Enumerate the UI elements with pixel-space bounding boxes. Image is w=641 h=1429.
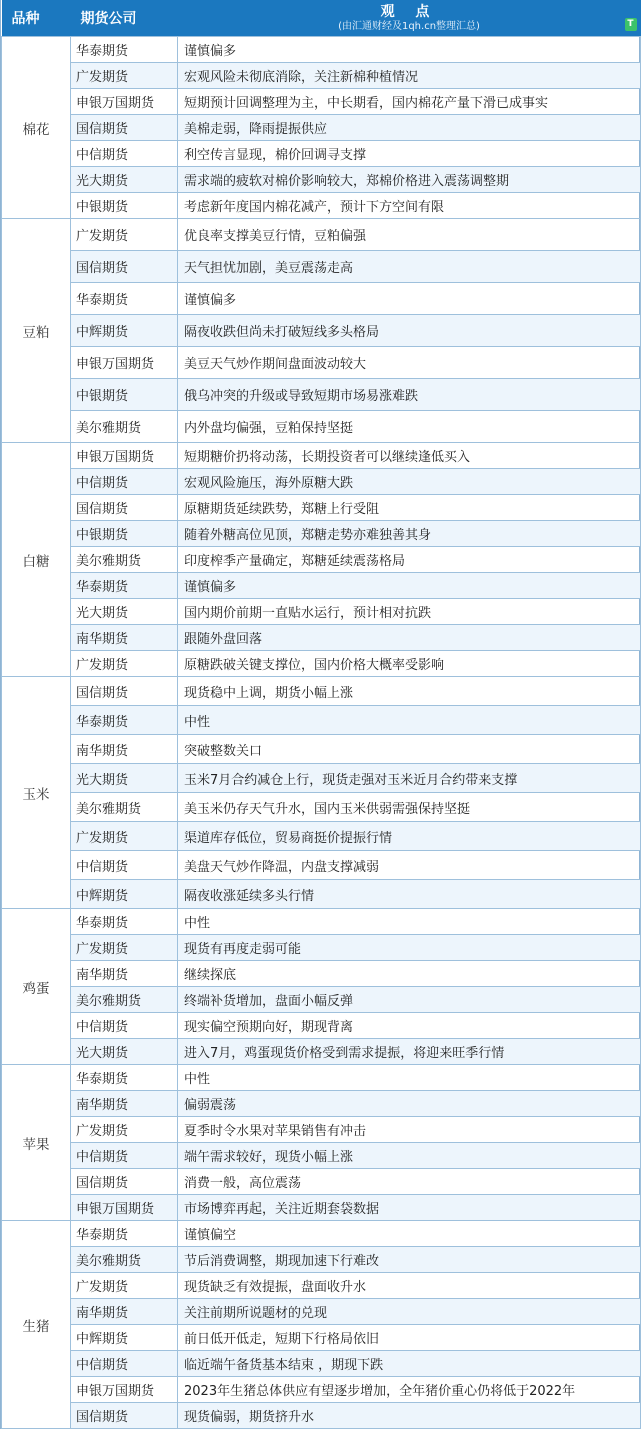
view-cell: 随着外糖高位见顶，郑糖走势亦难独善其身 [178, 521, 641, 547]
view-cell: 突破整数关口 [178, 735, 641, 764]
company-cell: 光大期货 [71, 167, 178, 193]
company-cell: 国信期货 [71, 1169, 178, 1195]
table-row [2, 793, 641, 822]
company-cell: 申银万国期货 [71, 1195, 178, 1221]
table-row [2, 851, 641, 880]
table-row [2, 735, 641, 764]
view-cell: 继续探底 [178, 961, 641, 987]
company-cell: 光大期货 [71, 1039, 178, 1065]
table-row [2, 547, 641, 573]
header-view-title: 观 点 [380, 4, 438, 20]
view-cell: 端午需求较好，现货小幅上涨 [178, 1143, 641, 1169]
company-cell: 美尔雅期货 [71, 1247, 178, 1273]
view-cell: 天气担忧加剧，美豆震荡走高 [178, 251, 641, 283]
view-cell: 关注前期所说题材的兑现 [178, 1299, 641, 1325]
table-row [2, 167, 641, 193]
company-cell: 中信期货 [71, 1143, 178, 1169]
view-cell: 现货偏弱，期货挤升水 [178, 1403, 641, 1429]
company-cell: 广发期货 [71, 822, 178, 851]
table-row [2, 1117, 641, 1143]
view-cell: 临近端午备货基本结束 ，期现下跌 [178, 1351, 641, 1377]
view-cell: 谨慎偏多 [178, 573, 641, 599]
view-cell: 现货缺乏有效提振，盘面收升水 [178, 1273, 641, 1299]
view-cell: 2023年生猪总体供应有望逐步增加，全年猪价重心仍将低于2022年 [178, 1377, 641, 1403]
company-cell: 申银万国期货 [71, 443, 178, 469]
view-cell: 终端补货增加，盘面小幅反弹 [178, 987, 641, 1013]
company-cell: 南华期货 [71, 1299, 178, 1325]
view-cell: 原糖期货延续跌势，郑糖上行受阻 [178, 495, 641, 521]
view-cell: 偏弱震荡 [178, 1091, 641, 1117]
view-cell: 宏观风险施压，海外原糖大跌 [178, 469, 641, 495]
view-cell: 宏观风险未彻底消除，关注新棉种植情况 [178, 63, 641, 89]
view-cell: 现货稳中上调，期货小幅上涨 [178, 677, 641, 706]
category-cell: 鸡蛋 [2, 909, 71, 1065]
header-company: 期货公司 [71, 0, 178, 37]
company-cell: 南华期货 [71, 961, 178, 987]
table-row [2, 1403, 641, 1429]
view-cell: 内外盘均偏强，豆粕保持坚挺 [178, 411, 641, 443]
view-cell: 隔夜收跌但尚未打破短线多头格局 [178, 315, 641, 347]
header-category: 品种 [2, 0, 71, 37]
table-row [2, 315, 641, 347]
view-cell: 美盘天气炒作降温，内盘支撑减弱 [178, 851, 641, 880]
table-row [2, 1013, 641, 1039]
company-cell: 华泰期货 [71, 283, 178, 315]
company-cell: 南华期货 [71, 735, 178, 764]
company-cell: 中辉期货 [71, 1325, 178, 1351]
company-cell: 美尔雅期货 [71, 547, 178, 573]
table-row [2, 37, 641, 63]
view-cell: 优良率支撑美豆行情，豆粕偏强 [178, 219, 641, 251]
company-cell: 国信期货 [71, 251, 178, 283]
view-cell: 中性 [178, 706, 641, 735]
company-cell: 美尔雅期货 [71, 987, 178, 1013]
table-row [2, 677, 641, 706]
view-cell: 原糖跌破关键支撑位，国内价格大概率受影响 [178, 651, 641, 677]
company-cell: 国信期货 [71, 495, 178, 521]
table-row [2, 219, 641, 251]
company-cell: 国信期货 [71, 677, 178, 706]
view-cell: 印度榨季产量确定，郑糖延续震荡格局 [178, 547, 641, 573]
company-cell: 申银万国期货 [71, 1377, 178, 1403]
company-cell: 中信期货 [71, 851, 178, 880]
table-row [2, 1221, 641, 1247]
table-row [2, 880, 641, 909]
company-cell: 国信期货 [71, 115, 178, 141]
view-cell: 玉米7月合约减仓上行，现货走强对玉米近月合约带来支撑 [178, 764, 641, 793]
view-cell: 前日低开低走，短期下行格局依旧 [178, 1325, 641, 1351]
table-row [2, 1247, 641, 1273]
table-row [2, 935, 641, 961]
company-cell: 华泰期货 [71, 573, 178, 599]
category-cell: 豆粕 [2, 219, 71, 443]
company-cell: 申银万国期货 [71, 89, 178, 115]
category-cell: 生猪 [2, 1221, 71, 1429]
company-cell: 华泰期货 [71, 706, 178, 735]
category-cell: 白糖 [2, 443, 71, 677]
table-row [2, 1351, 641, 1377]
table-row [2, 961, 641, 987]
category-cell: 玉米 [2, 677, 71, 909]
table-row [2, 764, 641, 793]
company-cell: 光大期货 [71, 764, 178, 793]
table-row [2, 909, 641, 935]
view-cell: 节后消费调整，期现加速下行难改 [178, 1247, 641, 1273]
table-row [2, 141, 641, 167]
table-row [2, 283, 641, 315]
table-row [2, 573, 641, 599]
table-row [2, 115, 641, 141]
table-row [2, 89, 641, 115]
table-body [2, 37, 641, 1429]
table-row [2, 625, 641, 651]
company-cell: 广发期货 [71, 219, 178, 251]
view-cell: 利空传言显现，棉价回调寻支撑 [178, 141, 641, 167]
table-row [2, 987, 641, 1013]
table-header-row [2, 0, 641, 37]
company-cell: 广发期货 [71, 1117, 178, 1143]
table-row [2, 411, 641, 443]
view-cell: 国内期价前期一直贴水运行，预计相对抗跌 [178, 599, 641, 625]
view-cell: 考虑新年度国内棉花减产，预计下方空间有限 [178, 193, 641, 219]
company-cell: 广发期货 [71, 1273, 178, 1299]
company-cell: 中银期货 [71, 521, 178, 547]
company-cell: 中辉期货 [71, 315, 178, 347]
view-cell: 短期预计回调整理为主，中长期看，国内棉花产量下滑已成事实 [178, 89, 641, 115]
company-cell: 中信期货 [71, 1351, 178, 1377]
view-cell: 中性 [178, 909, 641, 935]
table-row [2, 1377, 641, 1403]
header-view [178, 0, 641, 37]
view-cell: 跟随外盘回落 [178, 625, 641, 651]
company-cell: 南华期货 [71, 625, 178, 651]
company-cell: 光大期货 [71, 599, 178, 625]
table-row [2, 1065, 641, 1091]
header-view-subtitle: (由汇通财经及1qh.cn整理汇总) [338, 21, 480, 32]
view-cell: 美玉米仍存天气升水，国内玉米供弱需强保持坚挺 [178, 793, 641, 822]
view-cell: 现货有再度走弱可能 [178, 935, 641, 961]
company-cell: 美尔雅期货 [71, 411, 178, 443]
table-row [2, 469, 641, 495]
table-row [2, 599, 641, 625]
company-cell: 南华期货 [71, 1091, 178, 1117]
view-cell: 短期糖价扔将动荡，长期投资者可以继续逢低买入 [178, 443, 641, 469]
company-cell: 广发期货 [71, 935, 178, 961]
table-row [2, 822, 641, 851]
view-cell: 俄乌冲突的升级或导致短期市场易涨难跌 [178, 379, 641, 411]
view-cell: 中性 [178, 1065, 641, 1091]
view-cell: 进入7月，鸡蛋现货价格受到需求提振，将迎来旺季行情 [178, 1039, 641, 1065]
company-cell: 中信期货 [71, 469, 178, 495]
table-row [2, 251, 641, 283]
table-row [2, 651, 641, 677]
company-cell: 华泰期货 [71, 1221, 178, 1247]
table-row [2, 1039, 641, 1065]
company-cell: 华泰期货 [71, 37, 178, 63]
table-row [2, 1325, 641, 1351]
view-cell: 隔夜收涨延续多头行情 [178, 880, 641, 909]
view-cell: 市场博弈再起，关注近期套袋数据 [178, 1195, 641, 1221]
view-cell: 需求端的疲软对棉价影响较大，郑棉价格进入震荡调整期 [178, 167, 641, 193]
table-row [2, 706, 641, 735]
table-row [2, 521, 641, 547]
company-cell: 中信期货 [71, 1013, 178, 1039]
view-cell: 消费一般，高位震荡 [178, 1169, 641, 1195]
category-cell: 棉花 [2, 37, 71, 219]
table-row [2, 1195, 641, 1221]
table-row [2, 379, 641, 411]
table-row [2, 1299, 641, 1325]
category-cell: 苹果 [2, 1065, 71, 1221]
table-row [2, 1091, 641, 1117]
company-cell: 华泰期货 [71, 1065, 178, 1091]
company-cell: 广发期货 [71, 651, 178, 677]
logo-icon: T [625, 18, 637, 31]
table-row [2, 1273, 641, 1299]
view-cell: 现实偏空预期向好，期现背离 [178, 1013, 641, 1039]
table-row [2, 495, 641, 521]
view-cell: 渠道库存低位，贸易商挺价提振行情 [178, 822, 641, 851]
company-cell: 广发期货 [71, 63, 178, 89]
company-cell: 申银万国期货 [71, 347, 178, 379]
view-cell: 谨慎偏多 [178, 283, 641, 315]
company-cell: 中银期货 [71, 379, 178, 411]
table-row [2, 1169, 641, 1195]
view-cell: 美豆天气炒作期间盘面波动较大 [178, 347, 641, 379]
table-row [2, 193, 641, 219]
table-row [2, 1143, 641, 1169]
company-cell: 中辉期货 [71, 880, 178, 909]
company-cell: 美尔雅期货 [71, 793, 178, 822]
view-cell: 夏季时令水果对苹果销售有冲击 [178, 1117, 641, 1143]
table-row [2, 63, 641, 89]
view-cell: 谨慎偏多 [178, 37, 641, 63]
table-row [2, 347, 641, 379]
company-cell: 中银期货 [71, 193, 178, 219]
table-row [2, 443, 641, 469]
view-cell: 美棉走弱，降雨提振供应 [178, 115, 641, 141]
company-cell: 华泰期货 [71, 909, 178, 935]
company-cell: 国信期货 [71, 1403, 178, 1429]
futures-views-table [1, 0, 641, 1429]
view-cell: 谨慎偏空 [178, 1221, 641, 1247]
company-cell: 中信期货 [71, 141, 178, 167]
